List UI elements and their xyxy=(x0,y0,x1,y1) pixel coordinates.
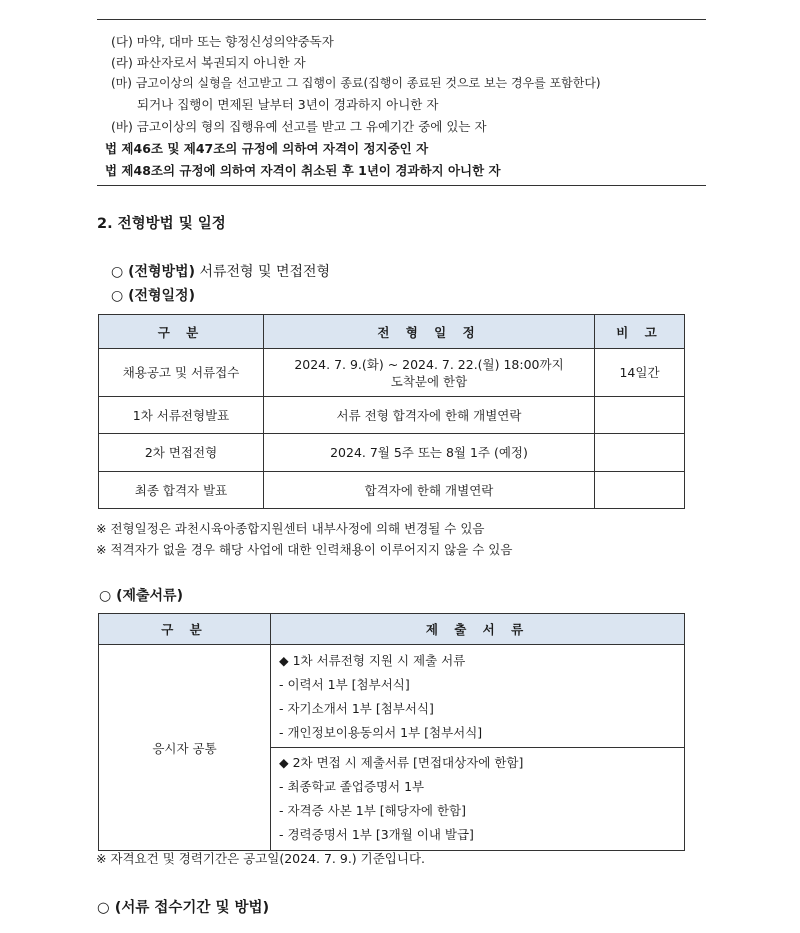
applicant-common: 응시자 공통 xyxy=(99,645,271,851)
schedule-table xyxy=(98,314,685,509)
doc-item: - 자기소개서 1부 [첨부서식] xyxy=(279,701,434,716)
table-header-row xyxy=(99,614,685,645)
method-label: ○ (전형방법) xyxy=(111,264,195,280)
next-section xyxy=(97,896,269,917)
schedule-label-text: ○ (전형일정) xyxy=(111,288,195,304)
header-documents: 제 출 서 류 xyxy=(271,614,685,645)
schedule-line2: 도착분에 한함 xyxy=(390,373,468,389)
doc-item: - 경력증명서 1부 [3개월 이내 발급] xyxy=(279,827,474,842)
table-row xyxy=(99,349,685,397)
second-stage-title: ◆ 2차 면접 시 제출서류 [면접대상자에 한함] xyxy=(279,755,524,770)
header-category: 구 분 xyxy=(99,614,271,645)
doc-item: - 이력서 1부 [첨부서식] xyxy=(279,677,410,692)
row-note: 14일간 xyxy=(595,349,685,397)
documents-label xyxy=(99,585,183,605)
next-section-text: ○ (서류 접수기간 및 방법) xyxy=(97,900,270,916)
disqual-item-ra: (라) 파산자로서 복권되지 아니한 자 xyxy=(111,55,306,70)
row-category: 채용공고 및 서류접수 xyxy=(99,349,264,397)
row-category: 1차 서류전형발표 xyxy=(99,397,264,434)
header-note: 비 고 xyxy=(595,315,685,349)
row-note xyxy=(595,472,685,509)
doc-item: - 개인정보이용동의서 1부 [첨부서식] xyxy=(279,725,483,740)
doc-item: - 최종학교 졸업증명서 1부 xyxy=(279,779,425,794)
row-schedule: 합격자에 한해 개별연락 xyxy=(264,472,595,509)
rule-article-46-47: 법 제46조 및 제47조의 규정에 의하여 자격이 정지중인 자 xyxy=(105,141,429,156)
header-schedule: 전 형 일 정 xyxy=(264,315,595,349)
first-stage-docs xyxy=(271,645,685,748)
header-category: 구 분 xyxy=(99,315,264,349)
table-header-row xyxy=(99,315,685,349)
schedule-note-1: ※ 전형일정은 과천시육아종합지원센터 내부사정에 의해 변경될 수 있음 xyxy=(96,521,485,536)
table-row xyxy=(99,434,685,472)
schedule-note-2: ※ 적격자가 없을 경우 해당 사업에 대한 인력채용이 이루어지지 않을 수 있음 xyxy=(96,542,513,557)
table-row xyxy=(99,397,685,434)
method-value: 서류전형 및 면접전형 xyxy=(199,264,331,280)
schedule-line1: 2024. 7. 9.(화) ~ 2024. 7. 22.(월) 18:00까지 xyxy=(294,356,564,372)
disqual-item-ba: (바) 금고이상의 형의 집행유예 선고를 받고 그 유예기간 중에 있는 자 xyxy=(111,119,487,134)
row-schedule xyxy=(264,349,595,397)
bottom-rule xyxy=(97,185,706,186)
disqual-item-ma-cont: 되거나 집행이 면제된 날부터 3년이 경과하지 아니한 자 xyxy=(137,97,439,112)
row-note xyxy=(595,434,685,472)
section-heading: 2. 전형방법 및 일정 xyxy=(97,216,226,232)
row-schedule: 2024. 7월 5주 또는 8월 1주 (예정) xyxy=(264,434,595,472)
schedule-label xyxy=(111,285,195,305)
disqual-item-ma: (마) 금고이상의 실형을 선고받고 그 집행이 종료(집행이 종료된 것으로 보는 경우를 포함한다) xyxy=(111,76,601,90)
rule-article-48: 법 제48조의 규정에 의하여 자격이 취소된 후 1년이 경과하지 아니한 자 xyxy=(105,163,501,178)
documents-label-text: ○ (제출서류) xyxy=(99,588,183,604)
row-category: 최종 합격자 발표 xyxy=(99,472,264,509)
method-line xyxy=(111,261,330,281)
first-stage-title: ◆ 1차 서류전형 지원 시 제출 서류 xyxy=(279,653,466,668)
documents-table xyxy=(98,613,685,851)
table-row xyxy=(99,472,685,509)
doc-item: - 자격증 사본 1부 [해당자에 한함] xyxy=(279,803,466,818)
disqual-item-da: (다) 마약, 대마 또는 향정신성의약중독자 xyxy=(111,34,334,49)
table-row xyxy=(99,645,685,748)
row-category: 2차 면접전형 xyxy=(99,434,264,472)
row-schedule: 서류 전형 합격자에 한해 개별연락 xyxy=(264,397,595,434)
top-rule xyxy=(97,19,706,20)
row-note xyxy=(595,397,685,434)
second-stage-docs xyxy=(271,748,685,851)
documents-note: ※ 자격요건 및 경력기간은 공고일(2024. 7. 9.) 기준입니다. xyxy=(96,851,426,866)
